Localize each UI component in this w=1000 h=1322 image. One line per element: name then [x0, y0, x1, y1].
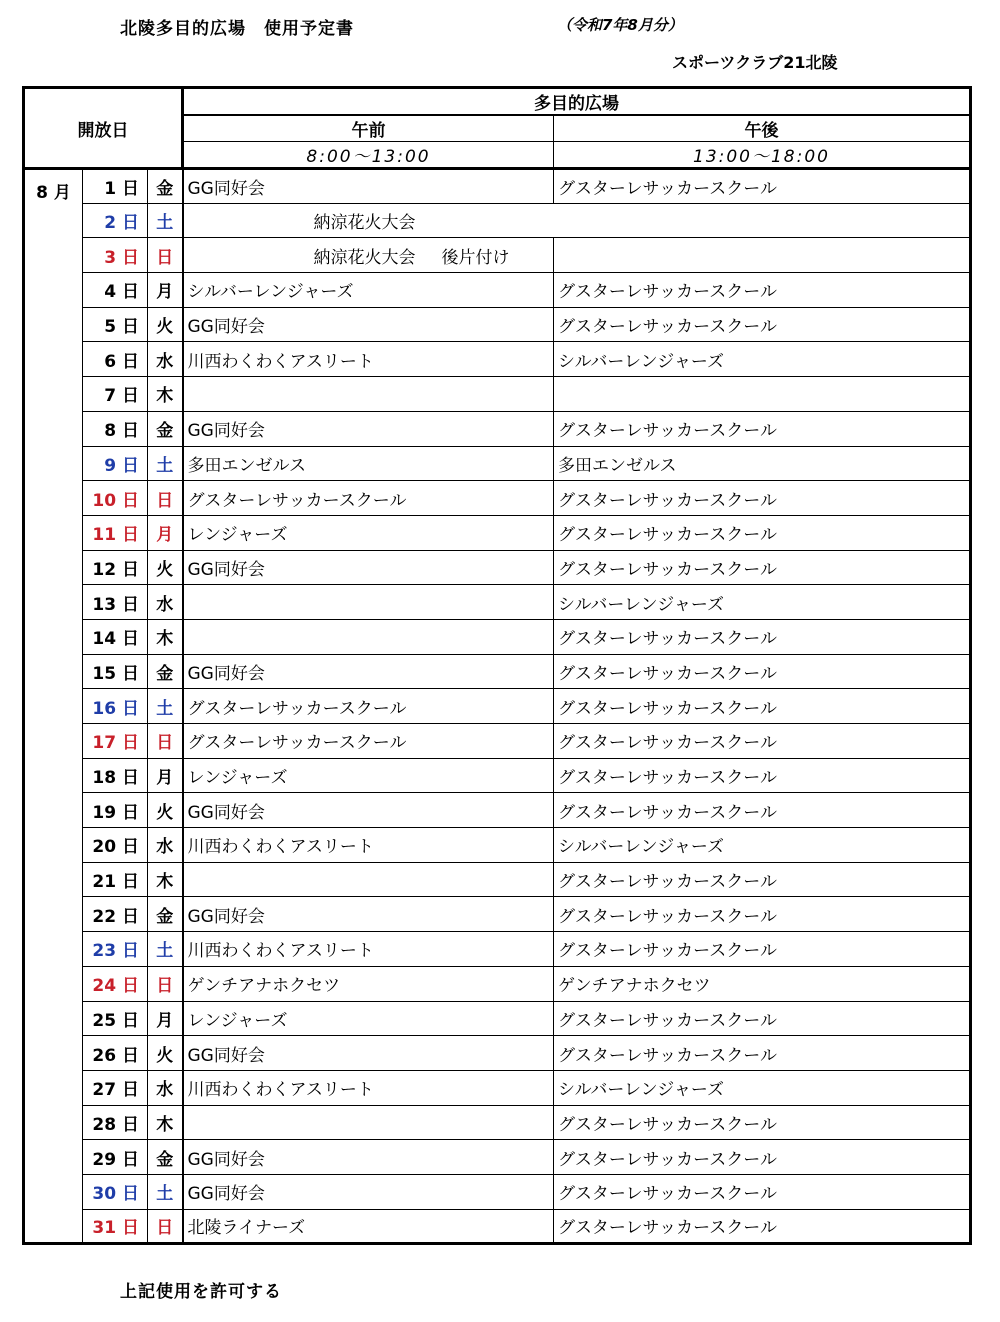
afternoon-cell: グスターレサッカースクール [554, 481, 971, 516]
morning-cell [183, 238, 554, 273]
day-cell: 3 日 [83, 238, 148, 273]
month-cell [24, 689, 83, 724]
month-cell [24, 203, 83, 238]
morning-cell [183, 377, 554, 412]
table-row [24, 619, 971, 654]
day-cell: 11 日 [83, 515, 148, 550]
day-cell: 17 日 [83, 724, 148, 759]
month-cell [24, 654, 83, 689]
weekday-cell: 火 [148, 550, 183, 585]
table-row [24, 1140, 971, 1175]
morning-cell: GG同好会 [183, 1174, 554, 1209]
day-cell: 28 日 [83, 1105, 148, 1140]
table-row [24, 862, 971, 897]
afternoon-cell [554, 238, 971, 273]
morning-cell: GG同好会 [183, 169, 554, 204]
month-cell [24, 1070, 83, 1105]
morning-cell [183, 619, 554, 654]
weekday-cell: 水 [148, 585, 183, 620]
morning-cell: レンジャーズ [183, 1001, 554, 1036]
afternoon-cell: グスターレサッカースクール [554, 1105, 971, 1140]
table-row [24, 481, 971, 516]
weekday-cell: 木 [148, 862, 183, 897]
table-row [24, 203, 971, 238]
month-cell [24, 238, 83, 273]
afternoon-cell: グスターレサッカースクール [554, 689, 971, 724]
morning-cell: レンジャーズ [183, 515, 554, 550]
afternoon-cell: グスターレサッカースクール [554, 1209, 971, 1244]
weekday-cell: 日 [148, 966, 183, 1001]
month-cell [24, 1105, 83, 1140]
month-cell [24, 862, 83, 897]
morning-cell: GG同好会 [183, 897, 554, 932]
table-row [24, 1105, 971, 1140]
month-cell [24, 793, 83, 828]
morning-cell: グスターレサッカースクール [183, 689, 554, 724]
morning-cell: グスターレサッカースクール [183, 481, 554, 516]
morning-cell: 川西わくわくアスリート [183, 828, 554, 863]
weekday-cell: 日 [148, 238, 183, 273]
table-row [24, 966, 971, 1001]
table-row [24, 932, 971, 967]
table-row [24, 342, 971, 377]
table-row [24, 411, 971, 446]
afternoon-cell: グスターレサッカースクール [554, 273, 971, 308]
afternoon-cell: グスターレサッカースクール [554, 724, 971, 759]
table-row [24, 1001, 971, 1036]
table-row [24, 446, 971, 481]
month-cell [24, 1174, 83, 1209]
day-cell: 16 日 [83, 689, 148, 724]
organization-name: スポーツクラブ21北陵 [672, 53, 838, 72]
day-cell: 12 日 [83, 550, 148, 585]
document-title: 北陵多目的広場 使用予定書 [120, 19, 354, 39]
month-cell: 8 月 [24, 169, 83, 204]
table-row [24, 1070, 971, 1105]
morning-cell: GG同好会 [183, 1036, 554, 1071]
table-row [24, 828, 971, 863]
afternoon-cell: グスターレサッカースクール [554, 758, 971, 793]
day-cell: 19 日 [83, 793, 148, 828]
morning-cell: 多田エンゼルス [183, 446, 554, 481]
day-cell: 30 日 [83, 1174, 148, 1209]
day-cell: 13 日 [83, 585, 148, 620]
month-cell [24, 1140, 83, 1175]
day-cell: 21 日 [83, 862, 148, 897]
weekday-cell: 月 [148, 515, 183, 550]
table-row [24, 1174, 971, 1209]
weekday-cell: 土 [148, 689, 183, 724]
table-row [24, 897, 971, 932]
weekday-cell: 金 [148, 897, 183, 932]
day-cell: 6 日 [83, 342, 148, 377]
day-cell: 10 日 [83, 481, 148, 516]
table-row [24, 585, 971, 620]
day-cell: 5 日 [83, 307, 148, 342]
weekday-cell: 日 [148, 1209, 183, 1244]
month-cell [24, 932, 83, 967]
afternoon-cell: グスターレサッカースクール [554, 411, 971, 446]
afternoon-cell: 多田エンゼルス [554, 446, 971, 481]
morning-cell: グスターレサッカースクール [183, 724, 554, 759]
day-cell: 22 日 [83, 897, 148, 932]
weekday-cell: 木 [148, 1105, 183, 1140]
weekday-cell: 土 [148, 446, 183, 481]
day-cell: 9 日 [83, 446, 148, 481]
table-row [24, 307, 971, 342]
afternoon-cell: グスターレサッカースクール [554, 515, 971, 550]
month-cell [24, 515, 83, 550]
full-day-event-cell: 納涼花火大会 [183, 203, 971, 238]
morning-cell: 川西わくわくアスリート [183, 342, 554, 377]
afternoon-cell: グスターレサッカースクール [554, 932, 971, 967]
afternoon-cell: シルバーレンジャーズ [554, 1070, 971, 1105]
afternoon-cell: グスターレサッカースクール [554, 1140, 971, 1175]
morning-cell [183, 1105, 554, 1140]
month-cell [24, 307, 83, 342]
afternoon-cell: グスターレサッカースクール [554, 654, 971, 689]
weekday-cell: 金 [148, 411, 183, 446]
weekday-cell: 金 [148, 1140, 183, 1175]
morning-cell: GG同好会 [183, 307, 554, 342]
weekday-cell: 日 [148, 724, 183, 759]
weekday-cell: 水 [148, 828, 183, 863]
weekday-cell: 月 [148, 1001, 183, 1036]
table-row [24, 550, 971, 585]
month-cell [24, 481, 83, 516]
table-row [24, 793, 971, 828]
month-cell [24, 1209, 83, 1244]
morning-event: 納涼花火大会 [313, 247, 416, 268]
table-row [24, 1036, 971, 1071]
month-cell [24, 966, 83, 1001]
morning-cell: GG同好会 [183, 550, 554, 585]
afternoon-cell: グスターレサッカースクール [554, 1001, 971, 1036]
month-cell [24, 411, 83, 446]
schedule-table [22, 86, 972, 1245]
morning-cell: シルバーレンジャーズ [183, 273, 554, 308]
morning-cell: GG同好会 [183, 411, 554, 446]
morning-cell: GG同好会 [183, 793, 554, 828]
table-row [24, 238, 971, 273]
table-row [24, 169, 971, 204]
day-cell: 15 日 [83, 654, 148, 689]
month-cell [24, 1001, 83, 1036]
table-row [24, 758, 971, 793]
weekday-cell: 火 [148, 793, 183, 828]
header-pm: 午後 [554, 115, 971, 142]
day-cell: 29 日 [83, 1140, 148, 1175]
weekday-cell: 水 [148, 342, 183, 377]
table-row [24, 1209, 971, 1244]
day-cell: 14 日 [83, 619, 148, 654]
day-cell: 8 日 [83, 411, 148, 446]
header-area: 多目的広場 [183, 88, 971, 116]
table-row [24, 654, 971, 689]
weekday-cell: 金 [148, 169, 183, 204]
weekday-cell: 月 [148, 758, 183, 793]
morning-cell: GG同好会 [183, 1140, 554, 1175]
afternoon-cell: グスターレサッカースクール [554, 307, 971, 342]
day-cell: 1 日 [83, 169, 148, 204]
morning-event-note: 後片付け [441, 247, 510, 268]
afternoon-cell: シルバーレンジャーズ [554, 828, 971, 863]
month-cell [24, 342, 83, 377]
afternoon-cell [554, 377, 971, 412]
day-cell: 20 日 [83, 828, 148, 863]
afternoon-cell: ゲンチアナホクセツ [554, 966, 971, 1001]
day-cell: 2 日 [83, 203, 148, 238]
morning-cell: 川西わくわくアスリート [183, 1070, 554, 1105]
header-am: 午前 [183, 115, 554, 142]
month-cell [24, 1036, 83, 1071]
document-period: （令和7年8月分） [557, 16, 683, 34]
month-cell [24, 550, 83, 585]
month-cell [24, 273, 83, 308]
weekday-cell: 金 [148, 654, 183, 689]
weekday-cell: 月 [148, 273, 183, 308]
morning-cell [183, 585, 554, 620]
table-row [24, 273, 971, 308]
month-cell [24, 897, 83, 932]
day-cell: 31 日 [83, 1209, 148, 1244]
morning-cell: ゲンチアナホクセツ [183, 966, 554, 1001]
table-row [24, 377, 971, 412]
weekday-cell: 土 [148, 932, 183, 967]
morning-cell: GG同好会 [183, 654, 554, 689]
day-cell: 25 日 [83, 1001, 148, 1036]
weekday-cell: 日 [148, 481, 183, 516]
table-row [24, 724, 971, 759]
afternoon-cell: グスターレサッカースクール [554, 619, 971, 654]
month-cell [24, 758, 83, 793]
morning-cell: 川西わくわくアスリート [183, 932, 554, 967]
afternoon-cell: グスターレサッカースクール [554, 1174, 971, 1209]
afternoon-cell: シルバーレンジャーズ [554, 342, 971, 377]
day-cell: 27 日 [83, 1070, 148, 1105]
day-cell: 7 日 [83, 377, 148, 412]
header-pm-time: 13:00～18:00 [554, 142, 971, 169]
weekday-cell: 土 [148, 203, 183, 238]
month-cell [24, 377, 83, 412]
month-cell [24, 724, 83, 759]
month-cell [24, 585, 83, 620]
afternoon-cell: シルバーレンジャーズ [554, 585, 971, 620]
header-am-time: 8:00～13:00 [183, 142, 554, 169]
day-cell: 18 日 [83, 758, 148, 793]
header-open-day: 開放日 [24, 88, 183, 169]
weekday-cell: 土 [148, 1174, 183, 1209]
afternoon-cell: グスターレサッカースクール [554, 862, 971, 897]
table-row [24, 689, 971, 724]
weekday-cell: 木 [148, 377, 183, 412]
morning-cell: レンジャーズ [183, 758, 554, 793]
month-cell [24, 828, 83, 863]
table-row [24, 515, 971, 550]
afternoon-cell: グスターレサッカースクール [554, 169, 971, 204]
afternoon-cell: グスターレサッカースクール [554, 550, 971, 585]
header-row-area [24, 88, 971, 116]
morning-cell: 北陵ライナーズ [183, 1209, 554, 1244]
weekday-cell: 火 [148, 307, 183, 342]
month-cell [24, 446, 83, 481]
day-cell: 23 日 [83, 932, 148, 967]
weekday-cell: 火 [148, 1036, 183, 1071]
approval-note: 上記使用を許可する [120, 1282, 282, 1302]
day-cell: 26 日 [83, 1036, 148, 1071]
month-cell [24, 619, 83, 654]
day-cell: 24 日 [83, 966, 148, 1001]
afternoon-cell: グスターレサッカースクール [554, 793, 971, 828]
weekday-cell: 水 [148, 1070, 183, 1105]
weekday-cell: 木 [148, 619, 183, 654]
day-cell: 4 日 [83, 273, 148, 308]
afternoon-cell: グスターレサッカースクール [554, 1036, 971, 1071]
morning-cell [183, 862, 554, 897]
afternoon-cell: グスターレサッカースクール [554, 897, 971, 932]
